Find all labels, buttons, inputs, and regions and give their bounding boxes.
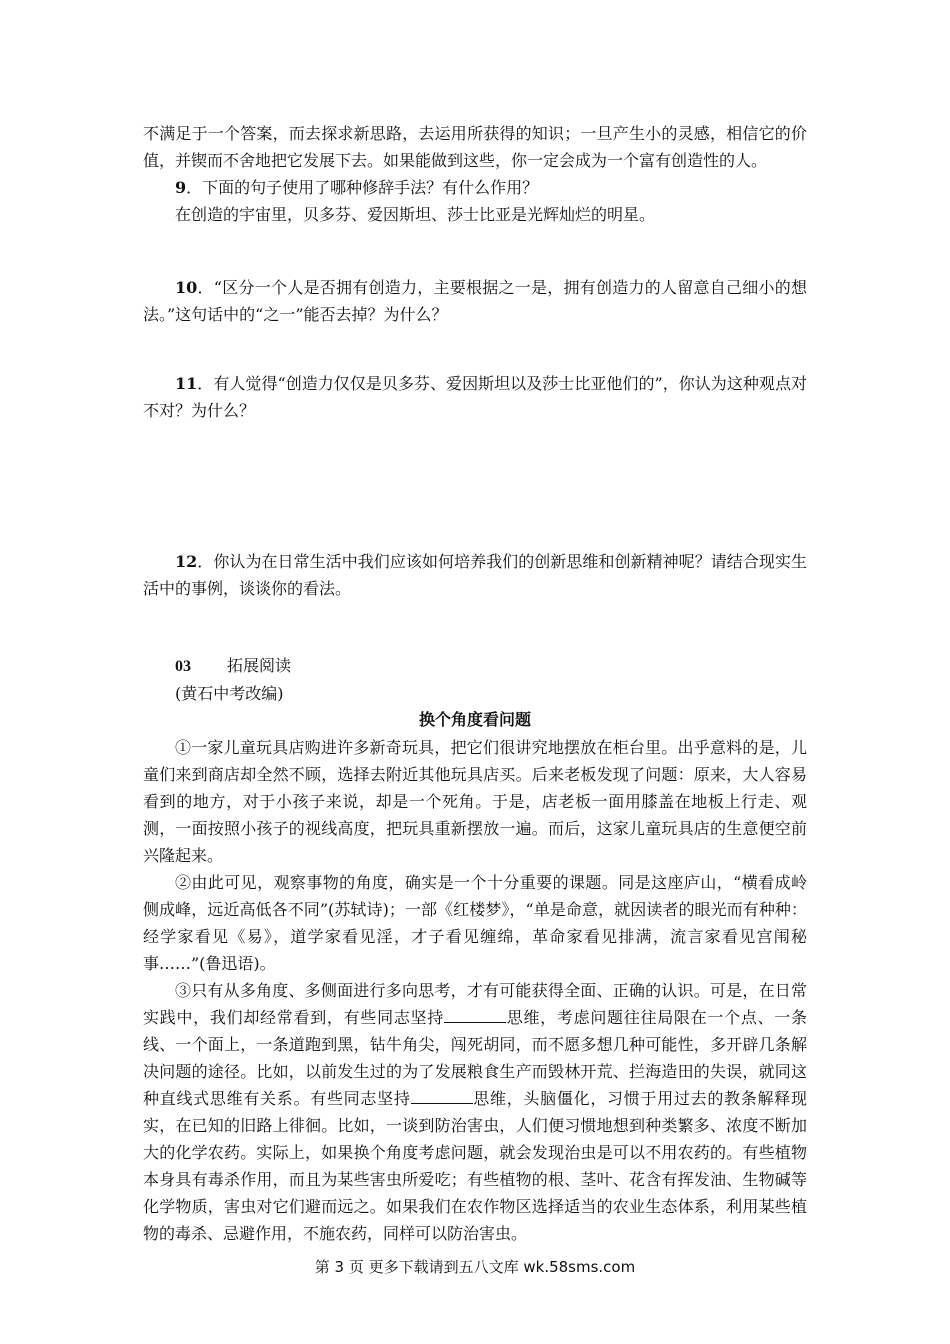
question-text: ．下面的句子使用了哪种修辞手法？有什么作用？ — [186, 178, 539, 197]
section-title: 拓展阅读 — [227, 658, 292, 675]
question-12 — [143, 548, 807, 602]
section-heading — [143, 653, 807, 680]
page-content — [143, 120, 807, 1247]
paragraph-text: 思维，考虑问题往往局限在一个点、一条线、一个面上，一条道跑到黑，钻牛角尖，闯死胡同，而不愿多想几种可能性，多开辟几条解决问题的途径。比如，以前发生过的为了发展粮食生产而毁林开荒、拦海造田的失误，就同这种直线式思维有关系。有些同志坚持 — [143, 1008, 807, 1108]
question-10 — [143, 274, 807, 328]
question-number: 11 — [175, 374, 198, 393]
question-9 — [143, 174, 807, 201]
question-number: 12 — [175, 552, 198, 571]
question-text: ．你认为在日常生活中我们应该如何培养我们的创新思维和创新精神呢？请结合现实生活中的事例，谈谈你的看法。 — [143, 552, 807, 598]
question-number: 10 — [175, 278, 198, 297]
question-11 — [143, 370, 807, 424]
page-footer: 第 3 页 更多下载请到五八文库 wk.58sms.com — [314, 1258, 636, 1276]
fill-in-blank-1 — [444, 1008, 506, 1023]
question-number: 9 — [175, 178, 187, 197]
answer-space — [143, 602, 807, 653]
answer-space — [143, 424, 807, 548]
answer-space — [143, 228, 807, 274]
question-text: ．“区分一个人是否拥有创造力，主要根据之一是，拥有创造力的人留意自己细小的想法。”这句话中的“之一”能否去掉？为什么？ — [143, 278, 807, 324]
section-number: 03 — [175, 658, 191, 675]
article-paragraph-3 — [143, 977, 807, 1247]
section-source: (黄石中考改编) — [175, 684, 284, 703]
article-title: 换个角度看问题 — [418, 712, 531, 729]
question-text: ．有人觉得“创造力仅仅是贝多芬、爱因斯坦以及莎士比亚他们的”，你认为这种观点对不对？为什么？ — [143, 374, 807, 420]
paragraph-text: 思维，头脑僵化，习惯于用过去的教条解释现实，在已知的旧路上徘徊。比如，一谈到防治害虫，人们便习惯地想到种类繁多、浓度不断加大的化学农药。实际上，如果换个角度考虑问题，就会发现治虫是可以不用农药的。有些植物本身具有毒杀作用，而且为某些害虫所爱吃；有些植物的根、茎叶、花含有挥发油、生物碱等化学物质，害虫对它们避而远之。如果我们在农作物区选择适当的农业生态体系，利用某些植物的毒杀、忌避作用，不施农药，同样可以防治害虫。 — [143, 1089, 807, 1243]
answer-space — [143, 328, 807, 370]
article-paragraph-1: ①一家儿童玩具店购进许多新奇玩具，把它们很讲究地摆放在柜台里。出乎意料的是，儿童们来到商店却全然不顾，选择去附近其他玩具店买。后来老板发现了问题：原来，大人容易看到的地方，对于小孩子来说，却是一个死角。于是，店老板一面用膝盖在地板上行走、观测，一面按照小孩子的视线高度，把玩具重新摆放一遍。而后，这家儿童玩具店的生意便空前兴隆起来。 — [143, 738, 807, 865]
intro-continuation: 不满足于一个答案，而去探求新思路，去运用所获得的知识；一旦产生小的灵感，相信它的价值，并锲而不舍地把它发展下去。如果能做到这些，你一定会成为一个富有创造性的人。 — [143, 124, 807, 170]
question-9-quote: 在创造的宇宙里，贝多芬、爱因斯坦、莎士比亚是光辉灿烂的明星。 — [175, 205, 656, 224]
fill-in-blank-2 — [411, 1089, 473, 1104]
paragraph-text: ③只有从多角度、多侧面进行多向思考，才有可能获得全面、正确的认识。可是，在日常实践中，我们却经常看到，有些同志坚持 — [143, 981, 807, 1027]
article-paragraph-2: ②由此可见，观察事物的角度，确实是一个十分重要的课题。同是这座庐山，“横看成岭侧成峰，远近高低各不同”(苏轼诗)；一部《红楼梦》，“单是命意，就因读者的眼光而有种种：经学家看见《易》，道学家看见淫，才子看见缠绵，革命家看见排满，流言家看见宫闱秘事……”(鲁迅语)。 — [143, 873, 807, 973]
